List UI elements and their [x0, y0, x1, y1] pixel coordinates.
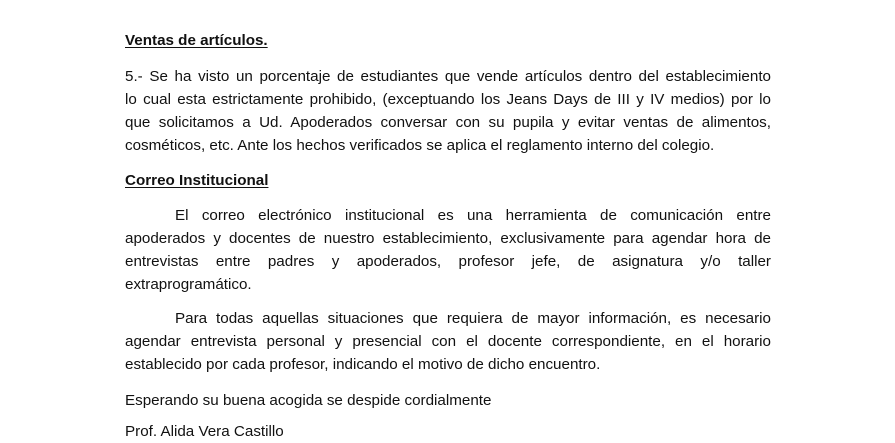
paragraph-ventas [125, 65, 771, 157]
paragraph-line: 5.- Se ha visto un porcentaje de estudiantes que vende artículos dentro del establecimiento [125, 68, 771, 85]
paragraph-line: Para todas aquellas situaciones que requiera de mayor información, es necesario [175, 310, 771, 327]
heading-text: Ventas de artículos. [125, 32, 268, 49]
paragraph-line: que solicitamos a Ud. Apoderados conversar con su pupila y evitar ventas de alimentos, [125, 114, 771, 131]
paragraph-line: apoderados y docentes de nuestro establecimiento, exclusivamente para agendar hora de [125, 230, 771, 247]
closing-text: Esperando su buena acogida se despide cordialmente [125, 392, 492, 409]
paragraph-line: cosméticos, etc. Ante los hechos verificados se aplica el reglamento interno del colegio. [125, 137, 715, 154]
paragraph-line: agendar entrevista personal y presencial con el docente correspondiente, en el horario [125, 333, 771, 350]
paragraph-line: establecido por cada profesor, indicando el motivo de dicho encuentro. [125, 356, 601, 373]
paragraph-line: entrevistas entre padres y apoderados, profesor jefe, de asignatura y/o taller [125, 253, 771, 270]
signature-text: Prof. Alida Vera Castillo [125, 423, 284, 440]
paragraph-line: extraprogramático. [125, 276, 252, 293]
paragraph-correo-1 [125, 204, 771, 296]
paragraph-correo-2 [125, 307, 771, 376]
heading-text: Correo Institucional [125, 172, 269, 189]
paragraph-line: lo cual esta estrictamente prohibido, (exceptuando los Jeans Days de III y IV medios) por lo [125, 91, 771, 108]
signature-line [125, 420, 771, 443]
closing-line [125, 389, 771, 412]
section-heading-correo [125, 169, 771, 192]
section-heading-ventas [125, 29, 771, 52]
paragraph-line: El correo electrónico institucional es una herramienta de comunicación entre [175, 207, 771, 224]
